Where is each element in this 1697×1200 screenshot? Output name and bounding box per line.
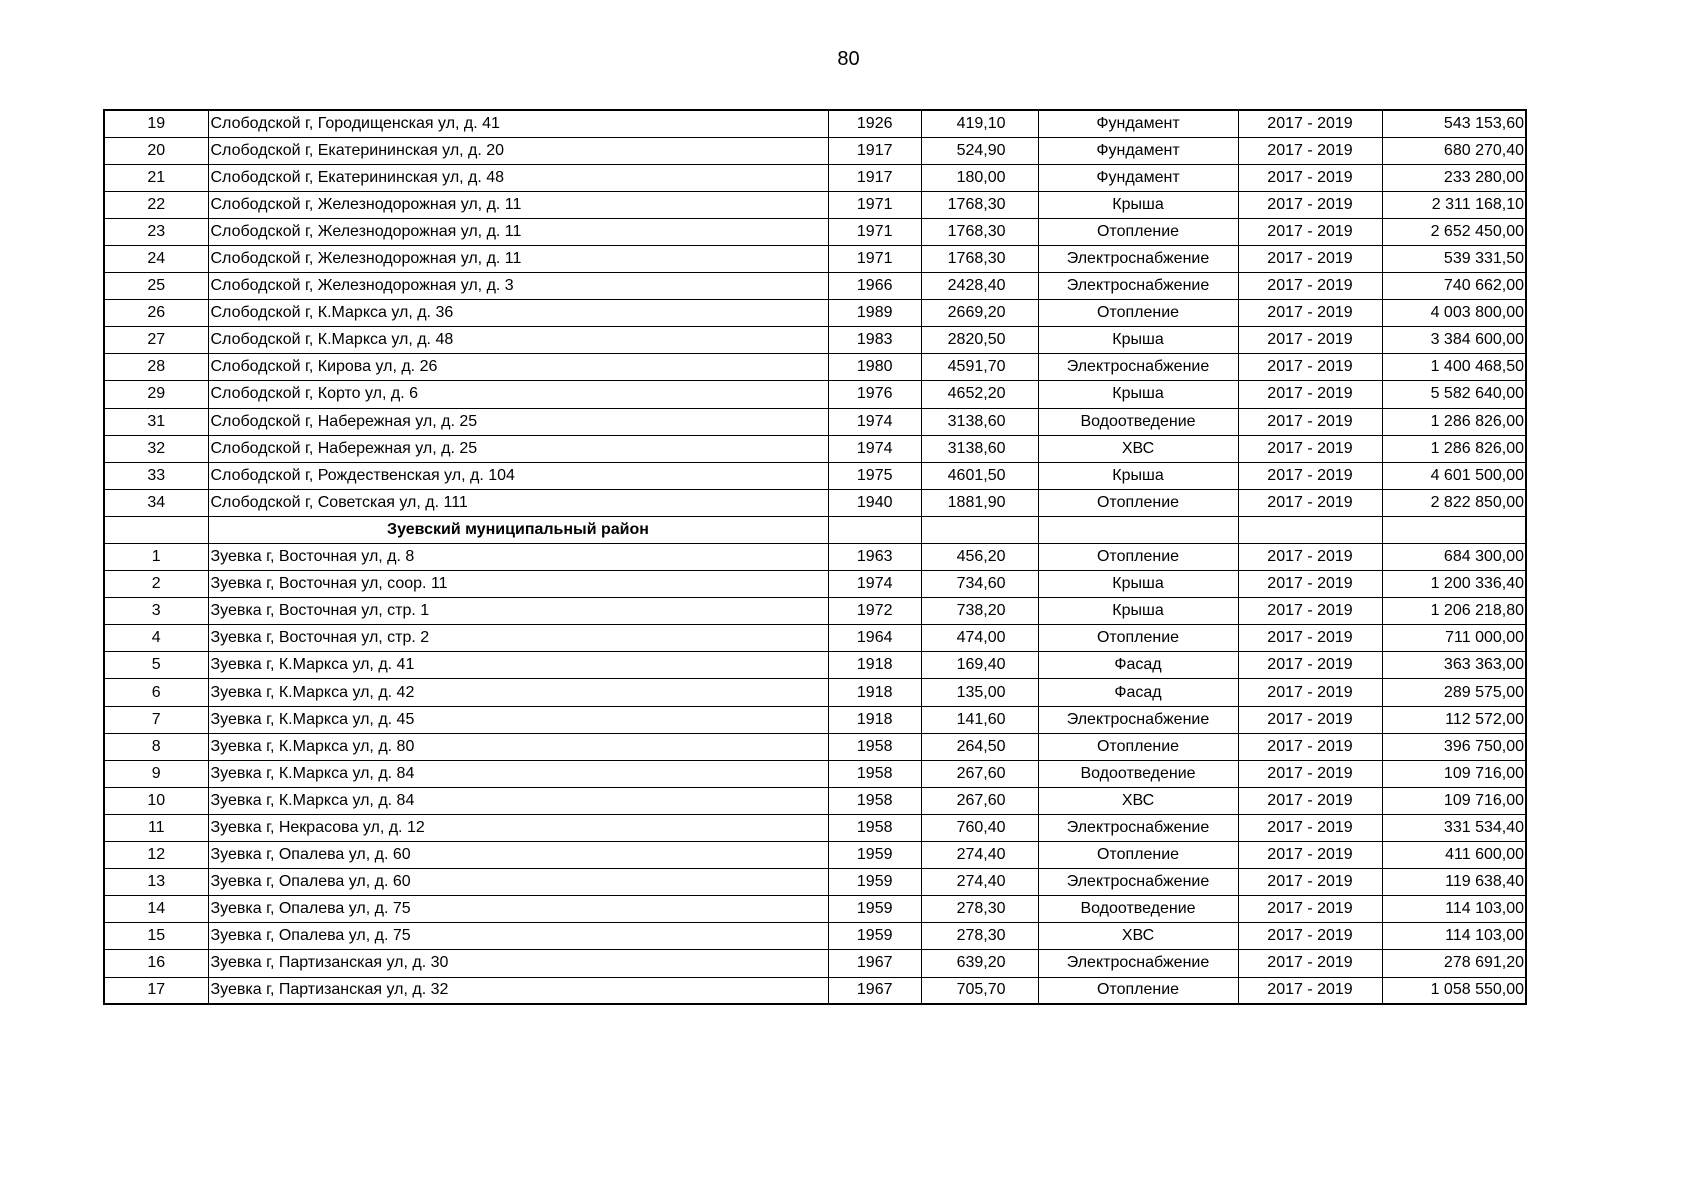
period-cell: 2017 - 2019: [1238, 544, 1382, 571]
address-cell: Зуевка г, К.Маркса ул, д. 41: [208, 652, 828, 679]
row-number: 7: [104, 706, 208, 733]
row-number: 9: [104, 760, 208, 787]
area-cell: 1768,30: [921, 245, 1038, 272]
period-cell: 2017 - 2019: [1238, 625, 1382, 652]
work-type-cell: Отопление: [1038, 842, 1238, 869]
address-cell: Слободской г, Екатерининская ул, д. 48: [208, 164, 828, 191]
work-type-cell: Электроснабжение: [1038, 869, 1238, 896]
row-number: 4: [104, 625, 208, 652]
row-number: 11: [104, 814, 208, 841]
year-built-cell: 1959: [828, 896, 921, 923]
table-row: [104, 814, 1526, 841]
address-cell: Слободской г, Городищенская ул, д. 41: [208, 110, 828, 137]
period-cell: 2017 - 2019: [1238, 869, 1382, 896]
period-cell: 2017 - 2019: [1238, 381, 1382, 408]
table-row: [104, 164, 1526, 191]
table-row: [104, 191, 1526, 218]
address-cell: Зуевка г, Партизанская ул, д. 30: [208, 950, 828, 977]
period-cell: 2017 - 2019: [1238, 462, 1382, 489]
table-row: [104, 354, 1526, 381]
cost-cell: 543 153,60: [1382, 110, 1526, 137]
period-cell: 2017 - 2019: [1238, 218, 1382, 245]
period-cell: 2017 - 2019: [1238, 706, 1382, 733]
year-built-cell: 1918: [828, 652, 921, 679]
cost-cell: 711 000,00: [1382, 625, 1526, 652]
section-title: Зуевский муниципальный район: [208, 516, 828, 543]
address-cell: Слободской г, К.Маркса ул, д. 48: [208, 327, 828, 354]
area-cell: 4601,50: [921, 462, 1038, 489]
period-cell: 2017 - 2019: [1238, 489, 1382, 516]
work-type-cell: Крыша: [1038, 571, 1238, 598]
cost-cell: 289 575,00: [1382, 679, 1526, 706]
row-number: 22: [104, 191, 208, 218]
area-cell: 2820,50: [921, 327, 1038, 354]
year-built-cell: 1959: [828, 869, 921, 896]
period-cell: 2017 - 2019: [1238, 760, 1382, 787]
work-type-cell: Электроснабжение: [1038, 706, 1238, 733]
cost-cell: 119 638,40: [1382, 869, 1526, 896]
period-cell: 2017 - 2019: [1238, 408, 1382, 435]
work-type-cell: Фундамент: [1038, 137, 1238, 164]
table-row: [104, 679, 1526, 706]
year-built-cell: 1974: [828, 435, 921, 462]
area-cell: 135,00: [921, 679, 1038, 706]
work-type-cell: Водоотведение: [1038, 760, 1238, 787]
address-cell: Зуевка г, Восточная ул, соор. 11: [208, 571, 828, 598]
year-built-cell: 1967: [828, 950, 921, 977]
area-cell: 1768,30: [921, 218, 1038, 245]
cost-cell: 396 750,00: [1382, 733, 1526, 760]
table-row: [104, 625, 1526, 652]
area-cell: 639,20: [921, 950, 1038, 977]
address-cell: Зуевка г, К.Маркса ул, д. 45: [208, 706, 828, 733]
register-body: [104, 110, 1526, 1004]
area-cell: 738,20: [921, 598, 1038, 625]
area-cell: 2669,20: [921, 300, 1038, 327]
address-cell: Слободской г, Железнодорожная ул, д. 11: [208, 245, 828, 272]
work-type-cell: Фасад: [1038, 679, 1238, 706]
address-cell: Зуевка г, Опалева ул, д. 75: [208, 923, 828, 950]
period-cell: 2017 - 2019: [1238, 977, 1382, 1004]
cost-cell: 233 280,00: [1382, 164, 1526, 191]
cost-cell: 363 363,00: [1382, 652, 1526, 679]
table-row: [104, 435, 1526, 462]
work-type-cell: ХВС: [1038, 923, 1238, 950]
period-cell: 2017 - 2019: [1238, 733, 1382, 760]
year-built-cell: 1958: [828, 733, 921, 760]
cost-cell: 1 400 468,50: [1382, 354, 1526, 381]
address-cell: Зуевка г, К.Маркса ул, д. 42: [208, 679, 828, 706]
cost-cell: 2 652 450,00: [1382, 218, 1526, 245]
cost-cell: 2 311 168,10: [1382, 191, 1526, 218]
area-cell: 760,40: [921, 814, 1038, 841]
year-built-cell: 1974: [828, 408, 921, 435]
row-number: 24: [104, 245, 208, 272]
year-built-cell: 1966: [828, 273, 921, 300]
area-cell: 2428,40: [921, 273, 1038, 300]
row-number: 33: [104, 462, 208, 489]
period-cell: 2017 - 2019: [1238, 435, 1382, 462]
table-row: [104, 706, 1526, 733]
address-cell: Зуевка г, Опалева ул, д. 60: [208, 869, 828, 896]
year-built-cell: 1963: [828, 544, 921, 571]
work-type-cell: Отопление: [1038, 489, 1238, 516]
year-built-cell: 1958: [828, 760, 921, 787]
table-row: [104, 787, 1526, 814]
cost-cell: 4 601 500,00: [1382, 462, 1526, 489]
area-cell: 267,60: [921, 787, 1038, 814]
year-built-cell: 1983: [828, 327, 921, 354]
work-type-cell: ХВС: [1038, 787, 1238, 814]
repair-register-table: [103, 109, 1527, 1005]
cost-cell: 1 058 550,00: [1382, 977, 1526, 1004]
area-cell: 734,60: [921, 571, 1038, 598]
area-cell: 705,70: [921, 977, 1038, 1004]
cost-cell: 114 103,00: [1382, 896, 1526, 923]
row-number: 20: [104, 137, 208, 164]
table-row: [104, 923, 1526, 950]
address-cell: Зуевка г, Восточная ул, д. 8: [208, 544, 828, 571]
work-type-cell: Фундамент: [1038, 164, 1238, 191]
period-cell: 2017 - 2019: [1238, 327, 1382, 354]
table-row: [104, 381, 1526, 408]
area-cell: 180,00: [921, 164, 1038, 191]
period-cell: 2017 - 2019: [1238, 273, 1382, 300]
row-number: 6: [104, 679, 208, 706]
empty-cell: [1238, 516, 1382, 543]
table-row: [104, 652, 1526, 679]
period-cell: 2017 - 2019: [1238, 787, 1382, 814]
table-row: [104, 544, 1526, 571]
work-type-cell: Отопление: [1038, 977, 1238, 1004]
work-type-cell: Отопление: [1038, 544, 1238, 571]
address-cell: Зуевка г, Опалева ул, д. 75: [208, 896, 828, 923]
table-row: [104, 760, 1526, 787]
area-cell: 274,40: [921, 869, 1038, 896]
year-built-cell: 1971: [828, 245, 921, 272]
cost-cell: 539 331,50: [1382, 245, 1526, 272]
year-built-cell: 1940: [828, 489, 921, 516]
cost-cell: 331 534,40: [1382, 814, 1526, 841]
address-cell: Слободской г, Железнодорожная ул, д. 11: [208, 191, 828, 218]
area-cell: 4591,70: [921, 354, 1038, 381]
address-cell: Зуевка г, Восточная ул, стр. 1: [208, 598, 828, 625]
year-built-cell: 1918: [828, 706, 921, 733]
table-row: [104, 598, 1526, 625]
work-type-cell: Электроснабжение: [1038, 950, 1238, 977]
row-number: 25: [104, 273, 208, 300]
table-row: [104, 300, 1526, 327]
year-built-cell: 1967: [828, 977, 921, 1004]
year-built-cell: 1976: [828, 381, 921, 408]
table-row: [104, 137, 1526, 164]
period-cell: 2017 - 2019: [1238, 300, 1382, 327]
area-cell: 278,30: [921, 896, 1038, 923]
area-cell: 274,40: [921, 842, 1038, 869]
period-cell: 2017 - 2019: [1238, 137, 1382, 164]
address-cell: Слободской г, Железнодорожная ул, д. 3: [208, 273, 828, 300]
row-number: 8: [104, 733, 208, 760]
row-number: 27: [104, 327, 208, 354]
work-type-cell: Крыша: [1038, 381, 1238, 408]
table-row: [104, 218, 1526, 245]
page-number: 80: [837, 48, 860, 70]
section-row: [104, 516, 1526, 543]
row-number: 32: [104, 435, 208, 462]
cost-cell: 740 662,00: [1382, 273, 1526, 300]
address-cell: Зуевка г, К.Маркса ул, д. 84: [208, 787, 828, 814]
year-built-cell: 1972: [828, 598, 921, 625]
address-cell: Зуевка г, Восточная ул, стр. 2: [208, 625, 828, 652]
period-cell: 2017 - 2019: [1238, 950, 1382, 977]
year-built-cell: 1959: [828, 842, 921, 869]
empty-cell: [828, 516, 921, 543]
table-row: [104, 110, 1526, 137]
work-type-cell: Отопление: [1038, 300, 1238, 327]
work-type-cell: Крыша: [1038, 462, 1238, 489]
table-row: [104, 733, 1526, 760]
year-built-cell: 1926: [828, 110, 921, 137]
area-cell: 3138,60: [921, 435, 1038, 462]
area-cell: 141,60: [921, 706, 1038, 733]
year-built-cell: 1989: [828, 300, 921, 327]
area-cell: 456,20: [921, 544, 1038, 571]
work-type-cell: Отопление: [1038, 218, 1238, 245]
row-number: 14: [104, 896, 208, 923]
period-cell: 2017 - 2019: [1238, 191, 1382, 218]
period-cell: 2017 - 2019: [1238, 896, 1382, 923]
year-built-cell: 1980: [828, 354, 921, 381]
table-row: [104, 408, 1526, 435]
cost-cell: 2 822 850,00: [1382, 489, 1526, 516]
table-row: [104, 896, 1526, 923]
year-built-cell: 1917: [828, 137, 921, 164]
year-built-cell: 1975: [828, 462, 921, 489]
cost-cell: 411 600,00: [1382, 842, 1526, 869]
empty-cell: [1038, 516, 1238, 543]
cost-cell: 5 582 640,00: [1382, 381, 1526, 408]
year-built-cell: 1958: [828, 814, 921, 841]
row-number: 16: [104, 950, 208, 977]
cost-cell: 109 716,00: [1382, 760, 1526, 787]
period-cell: 2017 - 2019: [1238, 652, 1382, 679]
cost-cell: 112 572,00: [1382, 706, 1526, 733]
row-number: 13: [104, 869, 208, 896]
area-cell: 264,50: [921, 733, 1038, 760]
address-cell: Зуевка г, К.Маркса ул, д. 80: [208, 733, 828, 760]
area-cell: 267,60: [921, 760, 1038, 787]
table-row: [104, 977, 1526, 1004]
address-cell: Слободской г, Рождественская ул, д. 104: [208, 462, 828, 489]
address-cell: Слободской г, Советская ул, д. 111: [208, 489, 828, 516]
table-row: [104, 869, 1526, 896]
period-cell: 2017 - 2019: [1238, 842, 1382, 869]
table-row: [104, 842, 1526, 869]
area-cell: 524,90: [921, 137, 1038, 164]
address-cell: Слободской г, Набережная ул, д. 25: [208, 408, 828, 435]
period-cell: 2017 - 2019: [1238, 245, 1382, 272]
row-number: 5: [104, 652, 208, 679]
row-number: 26: [104, 300, 208, 327]
year-built-cell: 1918: [828, 679, 921, 706]
address-cell: Слободской г, Корто ул, д. 6: [208, 381, 828, 408]
row-number: 31: [104, 408, 208, 435]
work-type-cell: Водоотведение: [1038, 896, 1238, 923]
cost-cell: 1 206 218,80: [1382, 598, 1526, 625]
year-built-cell: 1917: [828, 164, 921, 191]
period-cell: 2017 - 2019: [1238, 164, 1382, 191]
work-type-cell: Крыша: [1038, 327, 1238, 354]
cost-cell: 680 270,40: [1382, 137, 1526, 164]
table-row: [104, 462, 1526, 489]
row-number: 1: [104, 544, 208, 571]
work-type-cell: Электроснабжение: [1038, 245, 1238, 272]
work-type-cell: Фасад: [1038, 652, 1238, 679]
row-number: 3: [104, 598, 208, 625]
row-number: 19: [104, 110, 208, 137]
cost-cell: 3 384 600,00: [1382, 327, 1526, 354]
empty-cell: [1382, 516, 1526, 543]
table-row: [104, 571, 1526, 598]
cost-cell: 114 103,00: [1382, 923, 1526, 950]
period-cell: 2017 - 2019: [1238, 923, 1382, 950]
cost-cell: 1 286 826,00: [1382, 435, 1526, 462]
work-type-cell: Фундамент: [1038, 110, 1238, 137]
row-number: 21: [104, 164, 208, 191]
period-cell: 2017 - 2019: [1238, 679, 1382, 706]
address-cell: Слободской г, Железнодорожная ул, д. 11: [208, 218, 828, 245]
period-cell: 2017 - 2019: [1238, 814, 1382, 841]
row-number: 12: [104, 842, 208, 869]
period-cell: 2017 - 2019: [1238, 354, 1382, 381]
address-cell: Зуевка г, Опалева ул, д. 60: [208, 842, 828, 869]
area-cell: 1768,30: [921, 191, 1038, 218]
work-type-cell: Водоотведение: [1038, 408, 1238, 435]
address-cell: Слободской г, К.Маркса ул, д. 36: [208, 300, 828, 327]
year-built-cell: 1958: [828, 787, 921, 814]
row-number: 2: [104, 571, 208, 598]
row-number: 17: [104, 977, 208, 1004]
year-built-cell: 1959: [828, 923, 921, 950]
work-type-cell: Отопление: [1038, 625, 1238, 652]
work-type-cell: Электроснабжение: [1038, 273, 1238, 300]
address-cell: Зуевка г, Некрасова ул, д. 12: [208, 814, 828, 841]
table-row: [104, 327, 1526, 354]
table-row: [104, 489, 1526, 516]
work-type-cell: Электроснабжение: [1038, 814, 1238, 841]
row-number: 29: [104, 381, 208, 408]
year-built-cell: 1971: [828, 191, 921, 218]
area-cell: 4652,20: [921, 381, 1038, 408]
period-cell: 2017 - 2019: [1238, 598, 1382, 625]
address-cell: Слободской г, Екатерининская ул, д. 20: [208, 137, 828, 164]
cost-cell: 1 200 336,40: [1382, 571, 1526, 598]
work-type-cell: Крыша: [1038, 191, 1238, 218]
address-cell: Зуевка г, К.Маркса ул, д. 84: [208, 760, 828, 787]
area-cell: 1881,90: [921, 489, 1038, 516]
row-number: 28: [104, 354, 208, 381]
area-cell: 3138,60: [921, 408, 1038, 435]
row-number: [104, 516, 208, 543]
table-row: [104, 950, 1526, 977]
area-cell: 419,10: [921, 110, 1038, 137]
work-type-cell: ХВС: [1038, 435, 1238, 462]
cost-cell: 684 300,00: [1382, 544, 1526, 571]
year-built-cell: 1974: [828, 571, 921, 598]
cost-cell: 278 691,20: [1382, 950, 1526, 977]
period-cell: 2017 - 2019: [1238, 110, 1382, 137]
work-type-cell: Электроснабжение: [1038, 354, 1238, 381]
area-cell: 278,30: [921, 923, 1038, 950]
area-cell: 474,00: [921, 625, 1038, 652]
row-number: 34: [104, 489, 208, 516]
cost-cell: 109 716,00: [1382, 787, 1526, 814]
area-cell: 169,40: [921, 652, 1038, 679]
address-cell: Зуевка г, Партизанская ул, д. 32: [208, 977, 828, 1004]
cost-cell: 4 003 800,00: [1382, 300, 1526, 327]
address-cell: Слободской г, Набережная ул, д. 25: [208, 435, 828, 462]
year-built-cell: 1971: [828, 218, 921, 245]
row-number: 23: [104, 218, 208, 245]
work-type-cell: Крыша: [1038, 598, 1238, 625]
empty-cell: [921, 516, 1038, 543]
table-row: [104, 273, 1526, 300]
row-number: 10: [104, 787, 208, 814]
cost-cell: 1 286 826,00: [1382, 408, 1526, 435]
table-row: [104, 245, 1526, 272]
address-cell: Слободской г, Кирова ул, д. 26: [208, 354, 828, 381]
work-type-cell: Отопление: [1038, 733, 1238, 760]
year-built-cell: 1964: [828, 625, 921, 652]
row-number: 15: [104, 923, 208, 950]
period-cell: 2017 - 2019: [1238, 571, 1382, 598]
